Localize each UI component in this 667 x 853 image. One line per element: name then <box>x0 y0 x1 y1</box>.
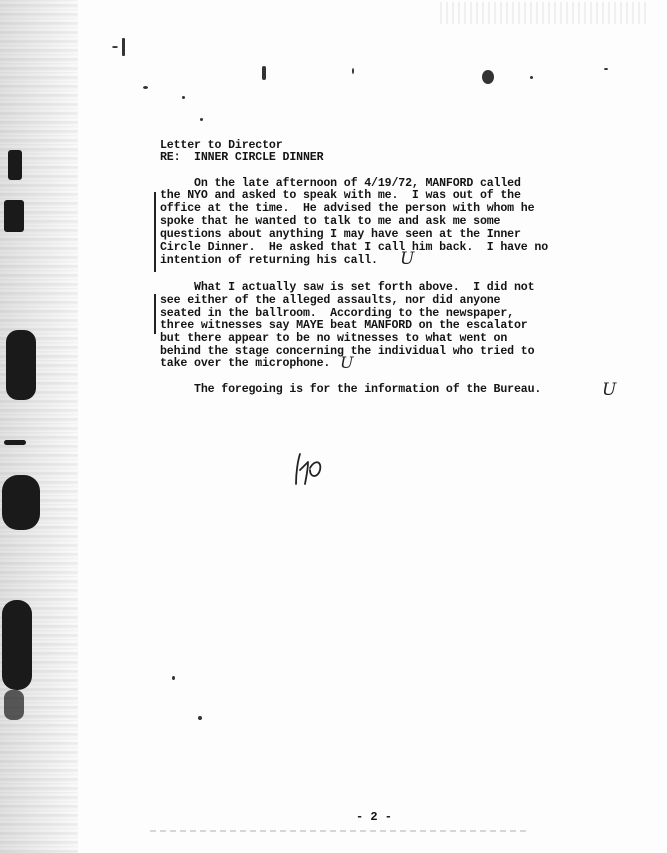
subject-line: RE: INNER CIRCLE DINNER <box>160 151 324 164</box>
handwritten-mark: U <box>602 380 617 400</box>
paragraph-line: What I actually saw is set forth above. I did not <box>160 281 535 294</box>
scan-speck <box>604 68 608 70</box>
paragraph-line: take over the microphone. <box>160 357 331 370</box>
scan-speck <box>143 86 148 89</box>
letter-to-line: Letter to Director <box>160 139 283 152</box>
paragraph-line: office at the time. He advised the person with whom he <box>160 202 535 215</box>
margin-bracket <box>154 294 156 334</box>
paragraph-line: but there appear to be no witnesses to what went on <box>160 332 508 345</box>
paragraph-line: spoke that he wanted to talk to me and ask me some <box>160 215 501 228</box>
scan-speck <box>198 716 202 720</box>
paragraph-line: On the late afternoon of 4/19/72, MANFORD called <box>160 177 521 190</box>
scan-speck <box>112 46 118 48</box>
scan-bottom-line <box>150 830 530 832</box>
handwritten-mark: U <box>400 249 415 269</box>
paragraph-line: three witnesses say MAYE beat MANFORD on the escalator <box>160 319 528 332</box>
margin-bracket <box>154 192 156 272</box>
scan-blot <box>4 690 24 720</box>
scan-dust <box>440 2 650 24</box>
scan-blot <box>6 330 36 400</box>
scan-speck <box>352 68 354 74</box>
handwritten-mark: U <box>340 353 354 372</box>
paragraph-line: questions about anything I may have seen at the Inner <box>160 228 521 241</box>
scan-speck <box>262 66 266 80</box>
scan-edge-artifact <box>0 0 78 853</box>
scan-speck <box>182 96 185 99</box>
scan-blot <box>4 200 24 232</box>
paragraph-line: behind the stage concerning the individual who tried to <box>160 345 535 358</box>
scan-speck <box>122 38 125 56</box>
handwritten-initials-scribble <box>290 448 326 488</box>
scan-speck <box>530 76 533 79</box>
paragraph-line: seated in the ballroom. According to the newspaper, <box>160 307 514 320</box>
scan-blot <box>4 440 26 445</box>
paragraph-line: the NYO and asked to speak with me. I was out of the <box>160 189 521 202</box>
paragraph-line: intention of returning his call. <box>160 254 378 267</box>
page-number: - 2 - <box>356 810 393 824</box>
scan-blot <box>8 150 22 180</box>
paragraph-line: The foregoing is for the information of the Bureau. <box>160 383 542 396</box>
scan-blot <box>2 475 40 530</box>
scan-speck <box>482 70 494 84</box>
paragraph-line: see either of the alleged assaults, nor did anyone <box>160 294 501 307</box>
paragraph-line: Circle Dinner. He asked that I call him back. I have no <box>160 241 549 254</box>
scan-speck <box>172 676 175 680</box>
scan-speck <box>200 118 203 121</box>
scan-blot <box>2 600 32 690</box>
